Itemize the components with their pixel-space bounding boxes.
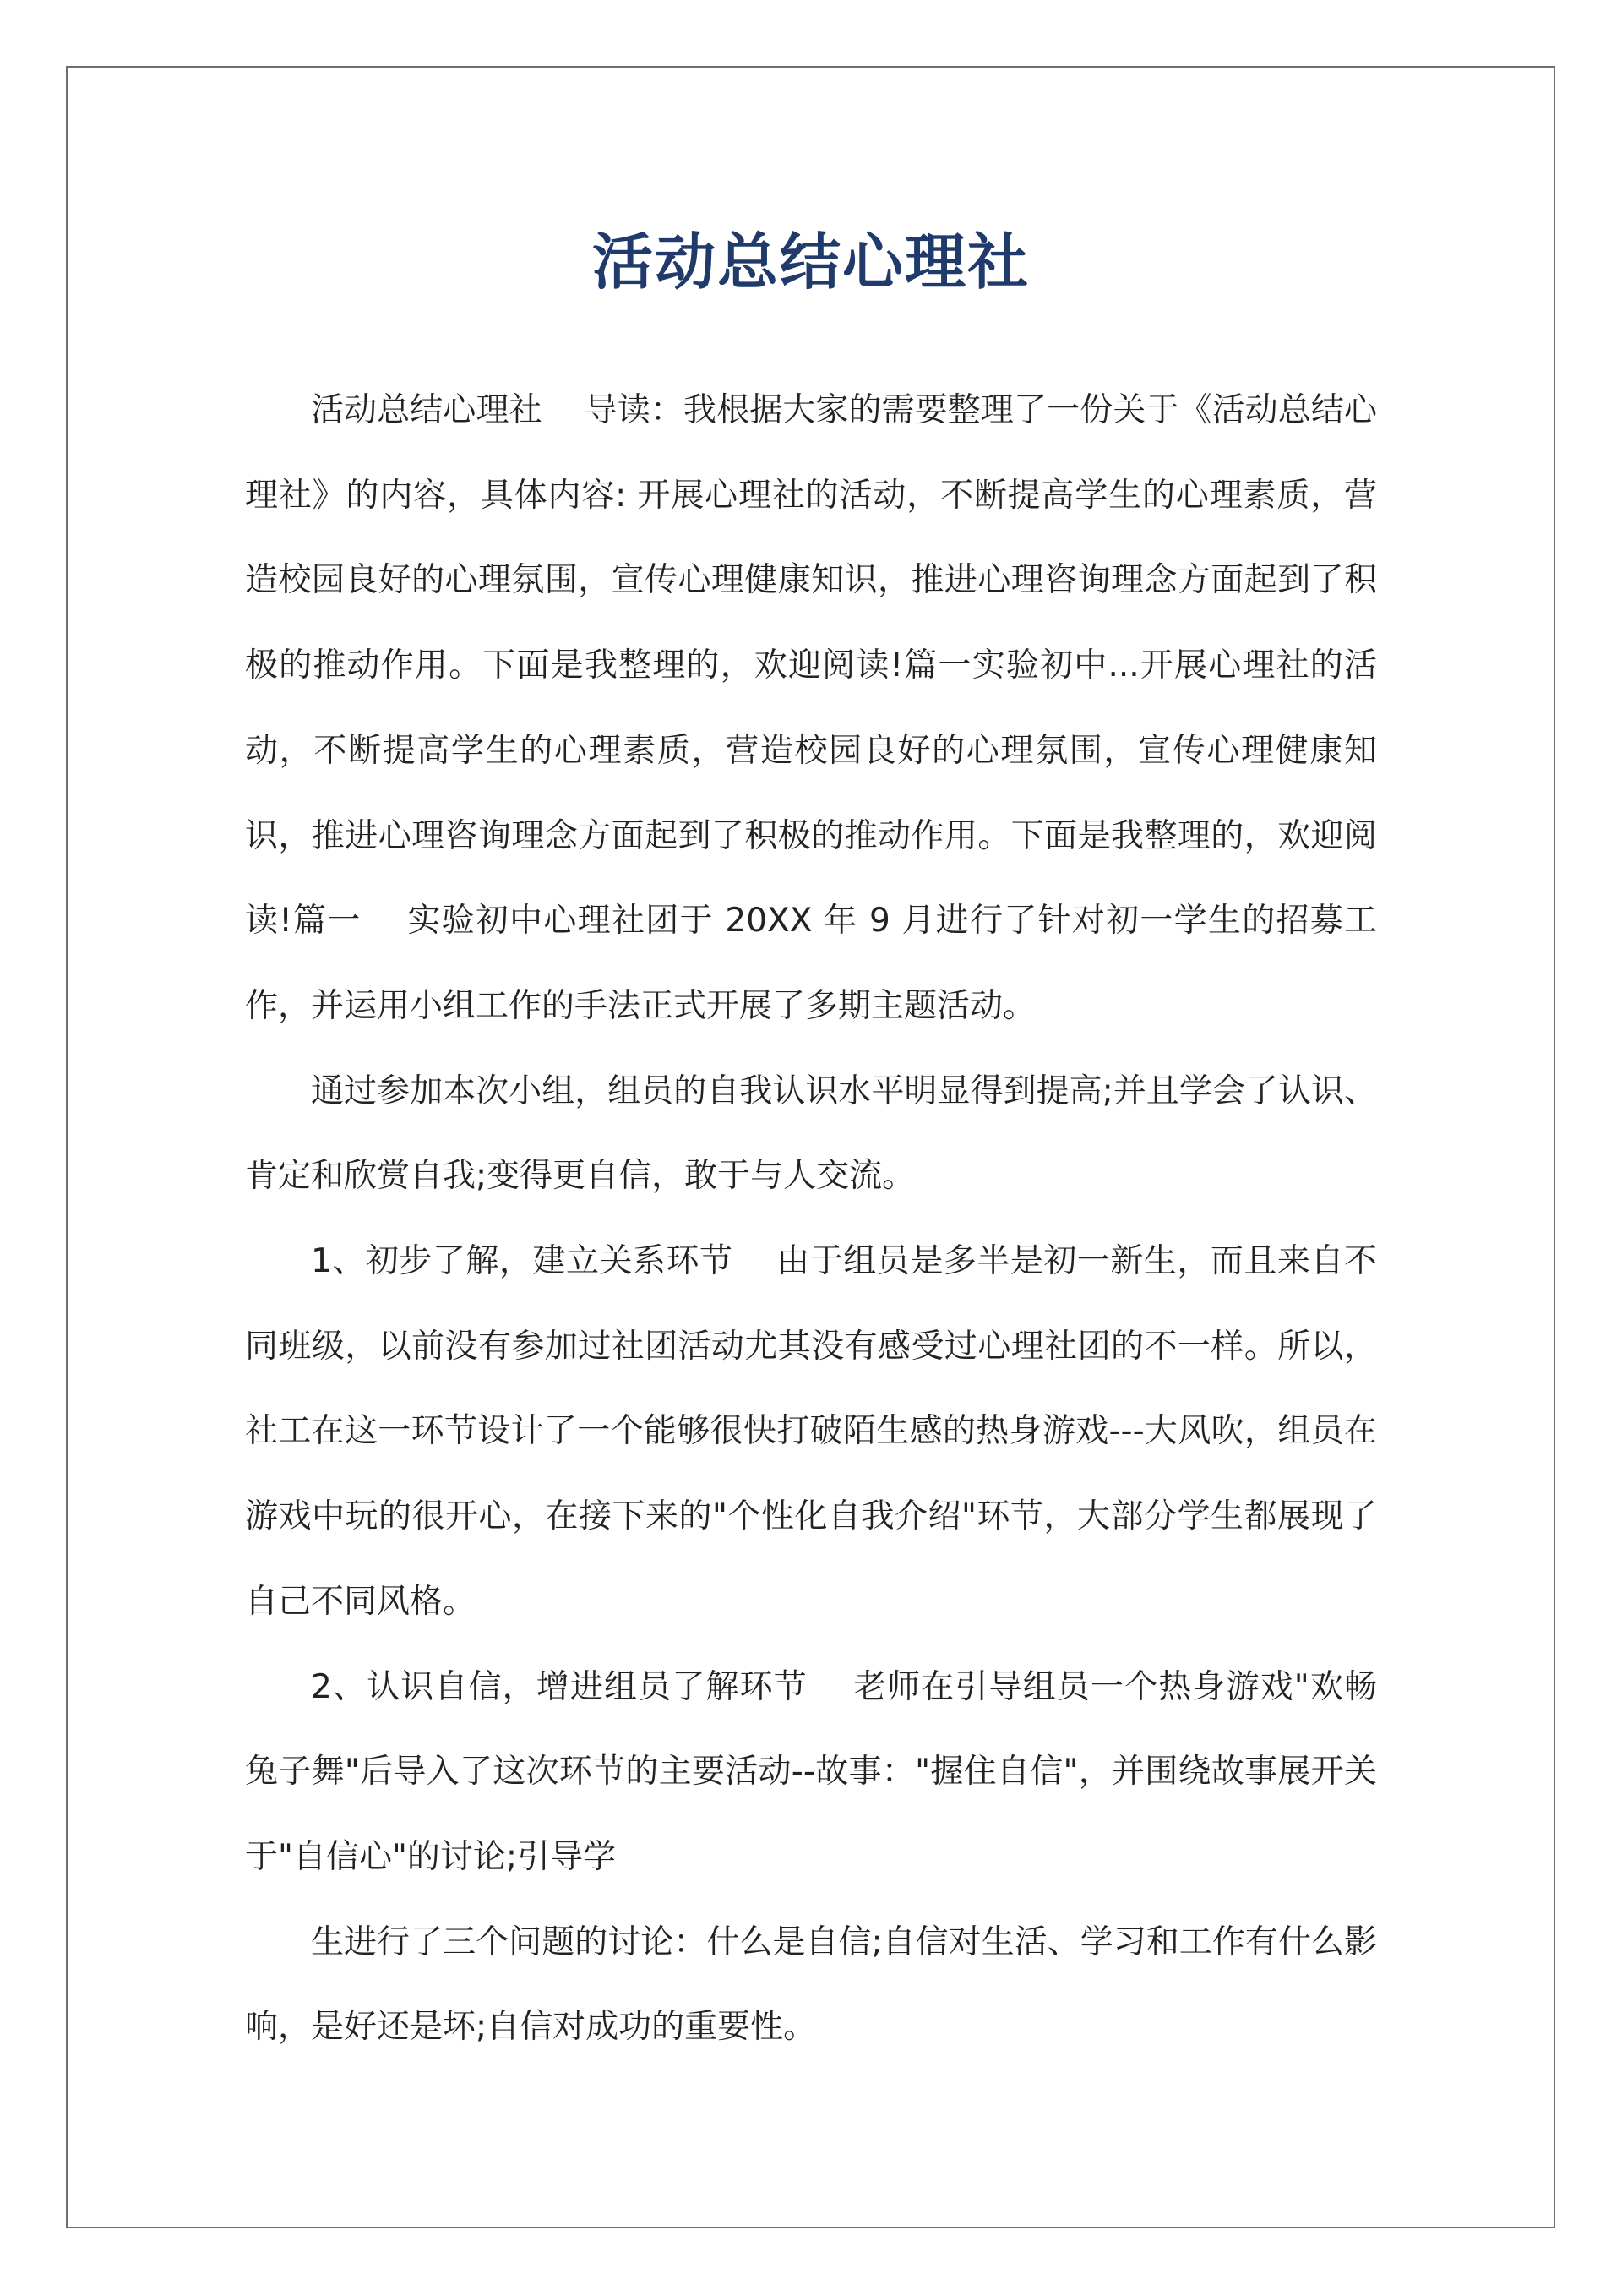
- document-title: 活动总结心理社: [591, 226, 1030, 297]
- body-paragraph-summary: 通过参加本次小组，组员的自我认识水平明显得到提高;并且学会了认识、肯定和欣赏自我;变得更自信，敢于与人交流。: [245, 1072, 1377, 1196]
- body-paragraph-section-2: 2、认识自信，增进组员了解环节 老师在引导组员一个热身游戏"欢畅兔子舞"后导入了这次环节的主要活动--故事："握住自信"，并围绕故事展开关于"自信心"的讨论;引导学: [245, 1667, 1377, 1876]
- document-body: [245, 368, 1377, 2070]
- body-paragraph-intro: 活动总结心理社 导读：我根据大家的需要整理了一份关于《活动总结心理社》的内容，具体内容: 开展心理社的活动，不断提高学生的心理素质，营造校园良好的心理氛围，宣传心理健康知识，推进心理咨询理念方面起到了积极的推动作用。下面是我整理的，欢迎阅读!篇一实验初中...开展心理社的活动，不断提高学生的心理素质，营造校园良好的心理氛围，宣传心理健康知识，推进心理咨询理念方面起到了积极的推动作用。下面是我整理的，欢迎阅读!篇一 实验初中心理社团于 20XX 年 9 月进行了针对初一学生的招募工作，并运用小组工作的手法正式开展了多期主题活动。: [245, 391, 1377, 1025]
- body-paragraph-discussion: 生进行了三个问题的讨论：什么是自信;自信对生活、学习和工作有什么影响，是好还是坏;自信对成功的重要性。: [245, 1922, 1377, 2047]
- body-paragraph-section-1: 1、初步了解，建立关系环节 由于组员是多半是初一新生，而且来自不同班级，以前没有参加过社团活动尤其没有感受过心理社团的不一样。所以，社工在这一环节设计了一个能够很快打破陌生感的热身游戏---大风吹，组员在游戏中玩的很开心，在接下来的"个性化自我介绍"环节，大部分学生都展现了自己不同风格。: [245, 1242, 1377, 1621]
